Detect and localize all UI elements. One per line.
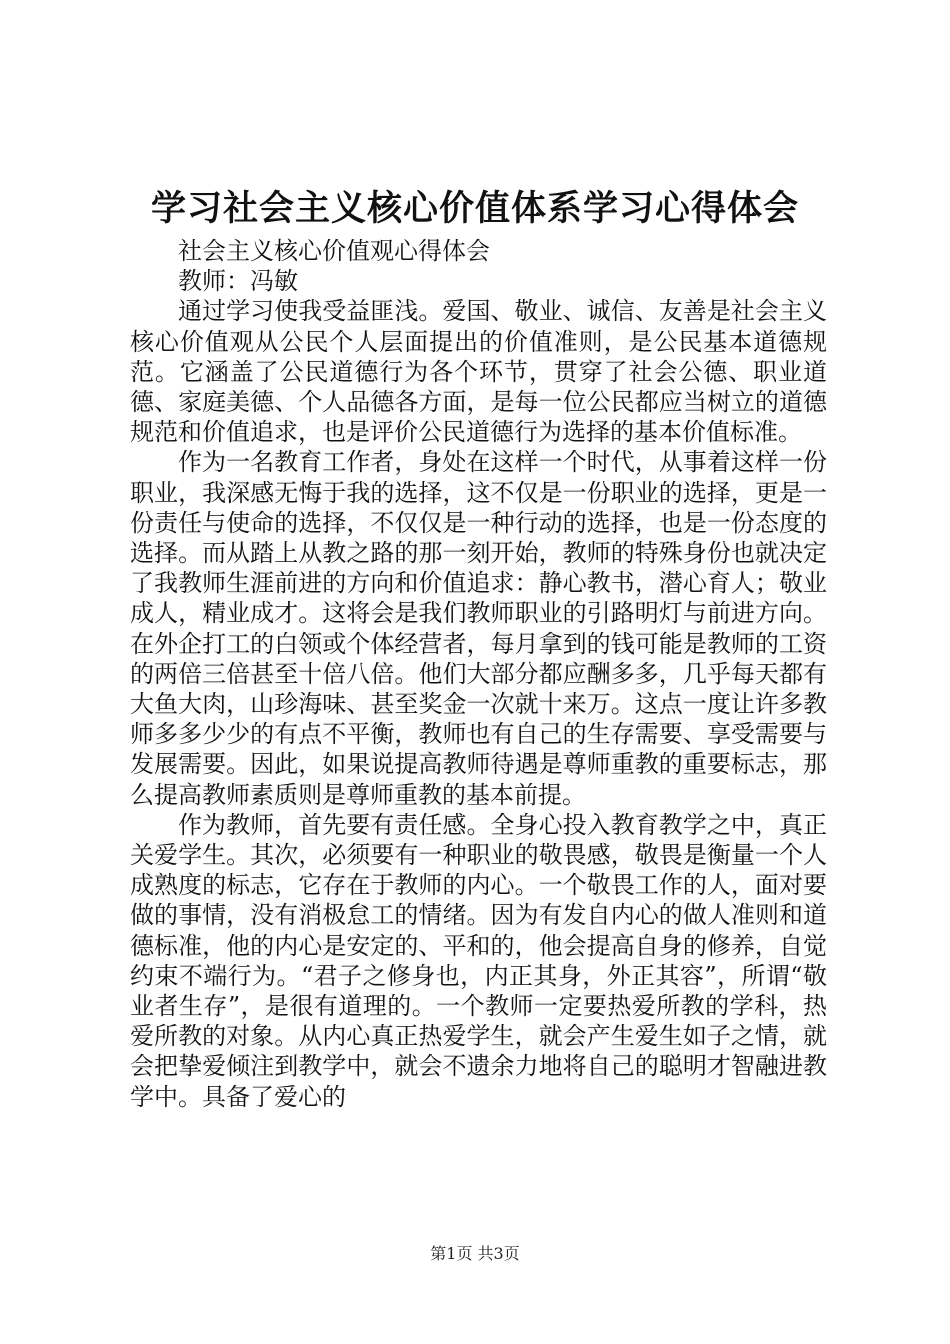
document-title: 学习社会主义核心价值体系学习心得体会 [150,188,799,229]
body-paragraph-2: 作为一名教育工作者，身处在这样一个时代，从事着这样一份职业，我深感无悔于我的选择，这不仅是一份职业的选择，更是一份责任与使命的选择，不仅仅是一种行动的选择，也是一份态度的选择。而从踏上从教之路的那一刻开始，教师的特殊身份也就决定了我教师生涯前进的方向和价值追求：静心教书，潜心育人；敬业成人，精业成才。这将会是我们教师职业的引路明灯与前进方向。在外企打工的白领或个体经营者，每月拿到的钱可能是教师的工资的两倍三倍甚至十倍八倍。他们大部分都应酬多多，几乎每天都有大鱼大肉，山珍海味、甚至奖金一次就十来万。这点一度让许多教师多多少少的有点不平衡，教师也有自己的生存需要、享受需要与发展需要。因此，如果说提高教师待遇是尊师重教的重要标志，那么提高教师素质则是尊师重教的基本前提。 [130,448,827,809]
author-paragraph: 教师：冯敏 [178,267,298,296]
body-paragraph-3: 作为教师，首先要有责任感。全身心投入教育教学之中，真正关爱学生。其次，必须要有一种职业的敬畏感，敬畏是衡量一个人成熟度的标志，它存在于教师的内心。一个敬畏工作的人，面对要做的事情，没有消极怠工的情绪。因为有发自内心的做人准则和道德标准，他的内心是安定的、平和的，他会提高自身的修养，自觉约束不端行为。“君子之修身也，内正其身，外正其容”，所谓“敬业者生存”，是很有道理的。一个教师一定要热爱所教的学科，热爱所教的对象。从内心真正热爱学生，就会产生爱生如子之情，就会把挚爱倾注到教学中，就会不遗余力地将自己的聪明才智融进教学中。具备了爱心的 [130,810,827,1111]
page-footer: 第1页 共3页 [430,1244,520,1263]
document-body [130,236,827,1112]
subtitle-paragraph: 社会主义核心价值观心得体会 [178,237,490,265]
body-paragraph-1: 通过学习使我受益匪浅。爱国、敬业、诚信、友善是社会主义核心价值观从公民个人层面提出的价值准则，是公民基本道德规范。它涵盖了公民道德行为各个环节，贯穿了社会公德、职业道德、家庭美德、个人品德各方面，是每一位公民都应当树立的道德规范和价值追求，也是评价公民道德行为选择的基本价值标准。 [130,297,827,447]
